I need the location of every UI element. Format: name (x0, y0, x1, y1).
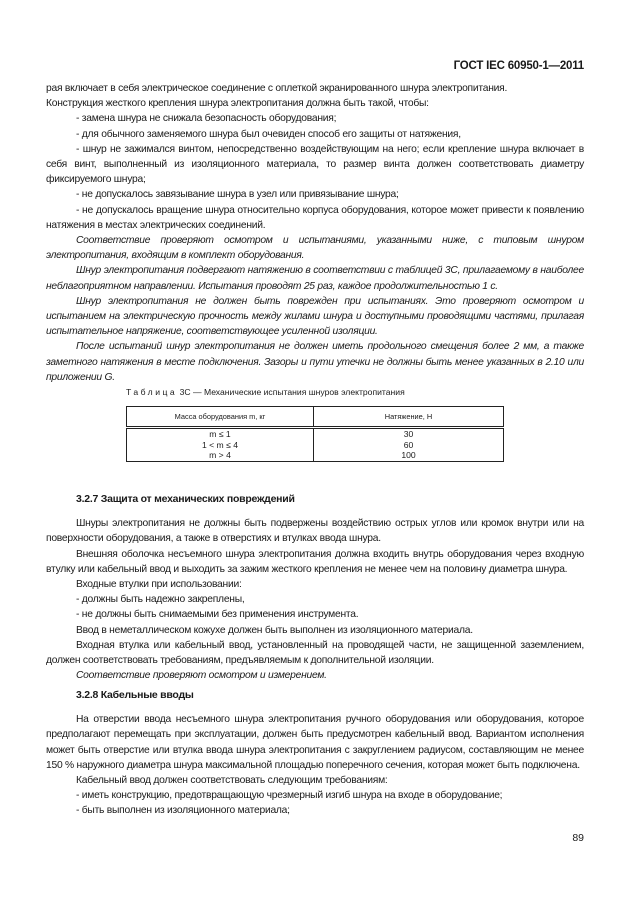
table-body (127, 428, 504, 462)
column-header-mass: Масса оборудования m, кг (127, 407, 314, 428)
list-item: - иметь конструкцию, предотвращающую чрезмерный изгиб шнура на входе в оборудование; (76, 790, 503, 802)
section-3-2-7 (46, 492, 584, 683)
list-item: - не должны быть снимаемыми без применения инструмента. (76, 609, 359, 621)
paragraph: рая включает в себя электрическое соединение с оплеткой экранированного шнура электропитания. (46, 83, 508, 94)
table-caption (126, 387, 405, 397)
test-procedure: Шнур электропитания не должен быть поврежден при испытаниях. Это проверяют осмотром и испытанием на электрическую прочность между жилами шнура и доступными проводящими частями, прилагая испытательное напряжение, соответствующее усиленной изоляции. (46, 295, 584, 338)
paragraph: Кабельный ввод должен соответствовать следующим требованиям: (76, 775, 388, 787)
list-item: - для обычного заменяемого шнура был очевиден способ его защиты от натяжения, (76, 128, 461, 140)
standard-header: ГОСТ IEC 60950-1—2011 (453, 60, 584, 72)
column-header-tension: Натяжение, Н (314, 407, 504, 428)
list-item: - замена шнура не снижала безопасность оборудования; (76, 113, 337, 125)
tension-cell (314, 428, 504, 462)
mass-cell (127, 428, 314, 462)
table-cell: m ≤ 1 (209, 429, 231, 439)
list-item: - шнур не зажимался винтом, непосредственно воздействующим на него; если крепление шнура включает в себя винт, выполненный из изоляционного материала, то размер винта должен соответствовать диаметру фиксируемого шнура; (46, 143, 584, 186)
table-cell: 60 (403, 439, 414, 450)
paragraph: Конструкция жесткого крепления шнура электропитания должна быть такой, чтобы: (46, 98, 429, 110)
table-caption-title: — Механические испытания шнуров электропитания (192, 387, 405, 397)
intro-text (46, 81, 584, 385)
table-caption-label: Таблица (126, 387, 178, 397)
mechanical-test-table (126, 406, 504, 462)
paragraph: На отверстии ввода несъемного шнура электропитания ручного оборудования или оборудования, которое предполагают перемещать при эксплуатации, должен быть предусмотрен кабельный ввод. Вариантом исполнения может быть отверстие или втулка ввода шнура электропитания с закруглением радиусом, составляющим не менее 150 % наружного диаметра шнура максимальной площадью поперечного сечения, которая может быть подключена. (46, 714, 584, 771)
page-number: 89 (572, 832, 584, 844)
section-heading: 3.2.8 Кабельные вводы (76, 689, 194, 701)
list-item: - должны быть надежно закреплены, (76, 594, 245, 606)
compliance-note: Соответствие проверяют осмотром и испытаниями, указанными ниже, с типовым шнуром электропитания, входящим в комплект оборудования. (46, 235, 584, 262)
paragraph: Входная втулка или кабельный ввод, установленный на проводящей части, не защищенной заземлением, должен соответствовать требованиям, предъявляемым к дополнительной изоляции. (46, 639, 584, 667)
paragraph: Шнуры электропитания не должны быть подвержены воздействию острых углов или кромок внутри или на поверхности оборудования, а также в отверстиях и втулках ввода шнура. (46, 518, 584, 545)
section-3-2-8 (46, 688, 584, 819)
list-item: - не допускалось вращение шнура относительно корпуса оборудования, которое может привести к появлению натяжения в местах электрических соединений. (46, 204, 584, 231)
paragraph: Ввод в неметаллическом кожухе должен быть выполнен из изоляционного материала. (76, 624, 473, 636)
table-caption-number: 3С (179, 387, 191, 397)
list-item: - не допускалось завязывание шнура в узел или привязывание шнура; (76, 189, 399, 201)
compliance-note: Соответствие проверяют осмотром и измерением. (76, 670, 327, 682)
table-cell: 1 < m ≤ 4 (201, 439, 238, 450)
table-cell: 100 (401, 450, 416, 460)
section-heading: 3.2.7 Защита от механических повреждений (76, 493, 295, 505)
paragraph: Входные втулки при использовании: (76, 579, 242, 591)
list-item: - быть выполнен из изоляционного материала; (76, 805, 290, 817)
test-procedure: Шнур электропитания подвергают натяжению в соответствии с таблицей 3С, прилагаемому в наиболее неблагоприятном направлении. Испытания проводят 25 раз, каждое продолжительностью 1 с. (46, 265, 584, 292)
table-header-row (127, 407, 504, 428)
test-procedure: После испытаний шнур электропитания не должен иметь продольного смещения более 2 мм, а также заметного натяжения в месте подключения. Зазоры и пути утечки не должны быть менее указанных в 2.10 или приложении G. (46, 341, 584, 383)
table-cell: m > 4 (209, 450, 231, 460)
paragraph: Внешняя оболочка несъемного шнура электропитания должна входить внутрь оборудования через входную втулку или кабельный ввод и выходить за зажим жесткого крепления не менее чем на половину диаметра шнура. (46, 548, 584, 575)
table-cell: 30 (403, 429, 414, 439)
